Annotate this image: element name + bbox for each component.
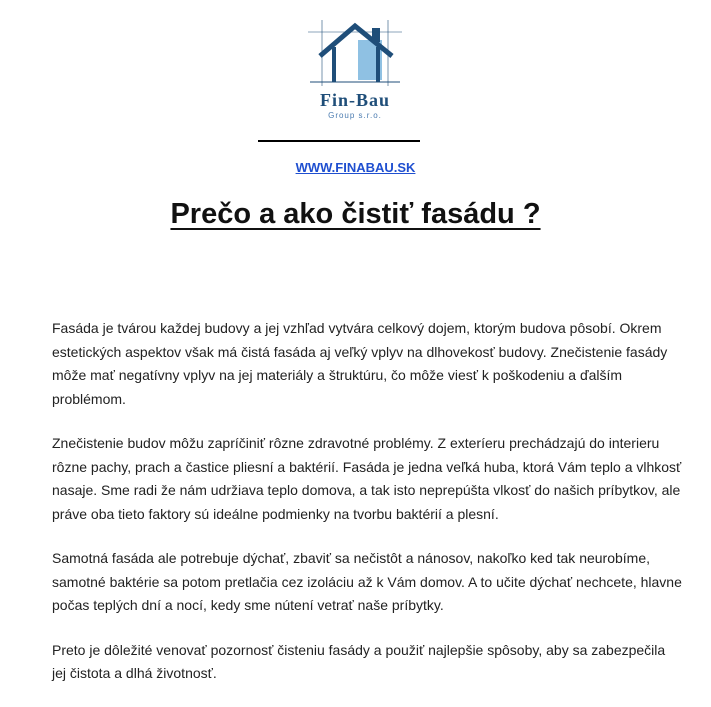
page-title-text: Prečo a ako čistiť fasádu ? [170, 198, 541, 230]
company-logo [300, 14, 410, 120]
paragraph-3: Samotná fasáda ale potrebuje dýchať, zbaviť sa nečistôt a nánosov, nakoľko ked tak neurobíme, samotné baktérie sa potom pretlačia cez izoláciu až k Vám domov. A to učite dýchať nechcete, hlavne počas teplých dní a nocí, kedy sme nútení vetrať naše príbytky. [52, 550, 682, 613]
article-body [52, 317, 682, 707]
chimney-shape [372, 28, 380, 42]
header-divider [258, 140, 420, 142]
website-link[interactable]: WWW.FINABAU.SK [295, 160, 416, 175]
brand-subtitle: Group s.r.o. [328, 111, 382, 120]
page-title [0, 198, 711, 231]
paragraph-4: Preto je dôležité venovať pozornosť čisteniu fasády a použiť najlepšie spôsoby, aby sa zabezpečila jej čistota a dlhá životnosť. [52, 641, 666, 681]
paragraph-1: Fasáda je tvárou každej budovy a jej vzhľad vytvára celkový dojem, ktorým budova pôsobí. Okrem estetických aspektov však má čistá fasáda aj veľký vplyv na dlhovekosť budovy. Znečistenie fasády môže mať negatívny vplyv na jej materiály a štruktúru, čo môže viesť k poškodeniu a ďalším problémom. [52, 320, 668, 407]
brand-name: Fin-Bau [319, 90, 391, 110]
paragraph-2: Znečistenie budov môžu zapríčiniť rôzne zdravotné problémy. Z exteríeru prechádzajú do interieru rôzne pachy, prach a častice pliesní a baktérií. Fasáda je jedna veľká huba, ktorá Vám teplo a vlhkosť nasaje. Sme radi že nám udržiava teplo domova, a tak isto neprepúšta vlkosť do našich príbytkov, ale práve oba tieto faktory sú ideálne podmienky na tvorbu baktérií a plesní. [52, 435, 682, 522]
house-logo-icon [300, 14, 410, 94]
